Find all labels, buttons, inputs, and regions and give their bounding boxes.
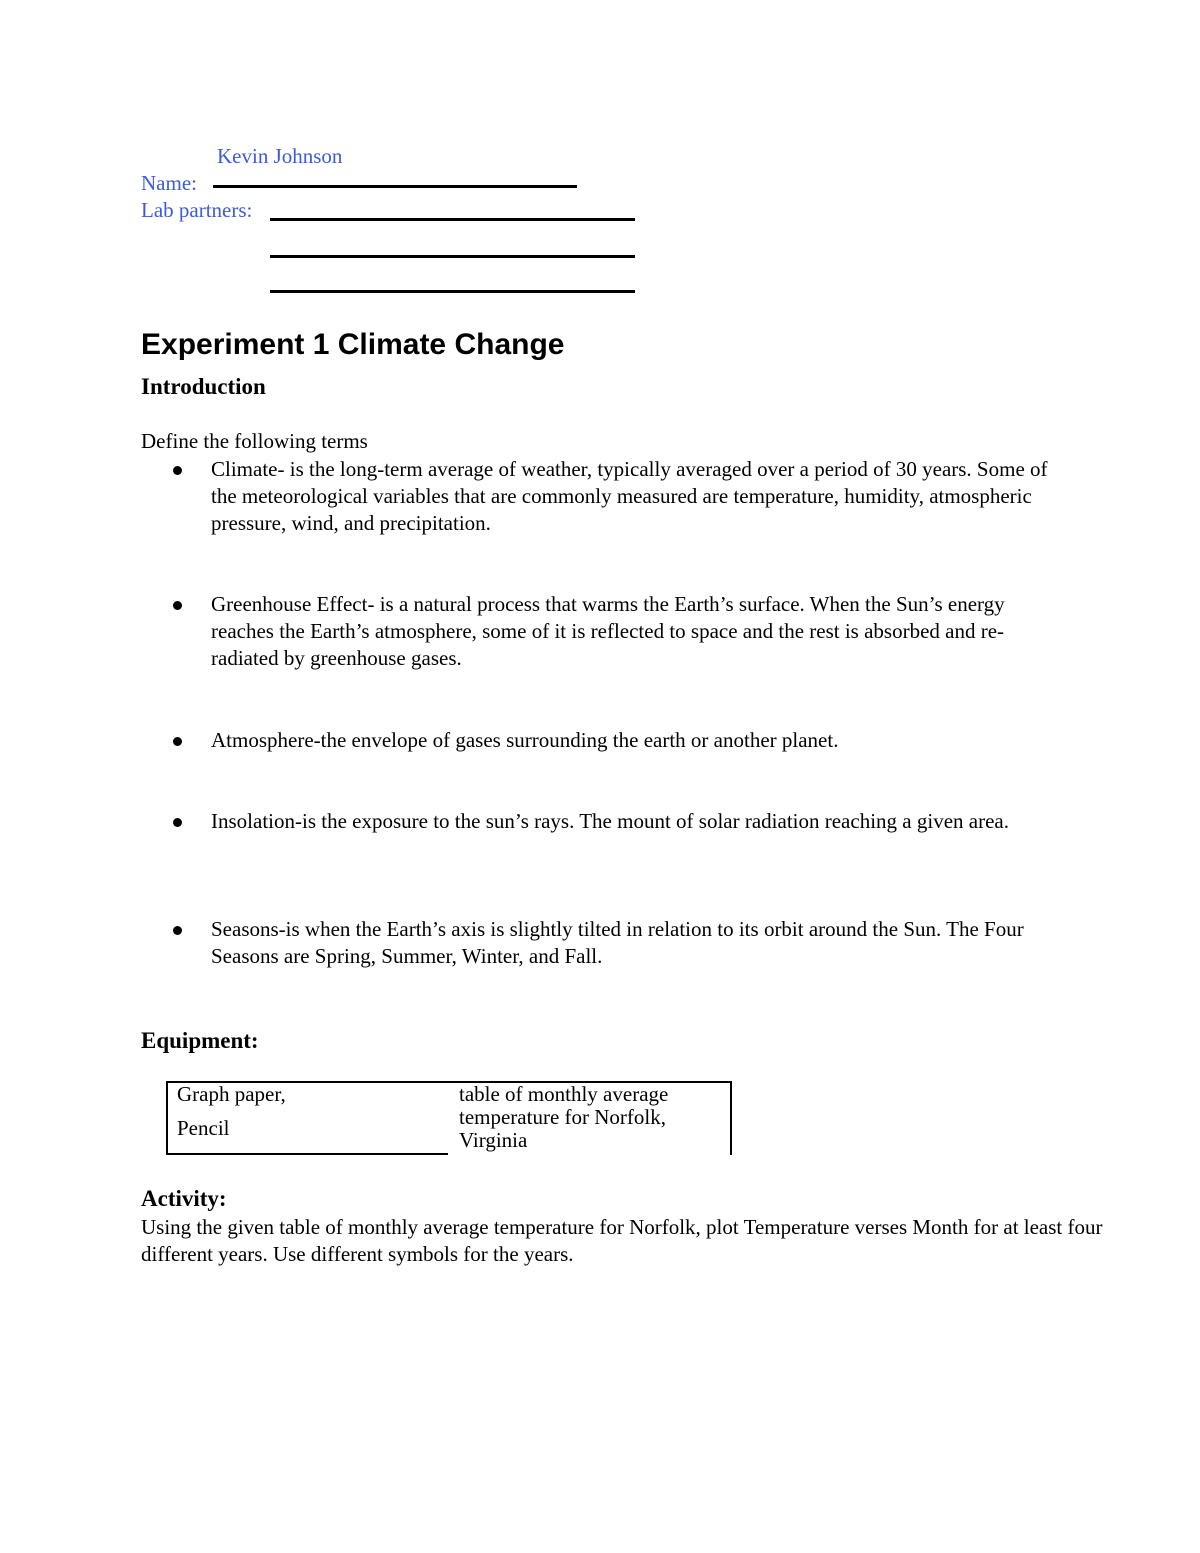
activity-heading: Activity:	[141, 1186, 227, 1211]
name-field-line[interactable]	[213, 185, 577, 188]
name-label: Name:	[141, 171, 197, 195]
term-greenhouse-effect	[211, 591, 1061, 672]
bullet-icon	[173, 926, 182, 935]
lab-partner-line-1[interactable]	[270, 218, 635, 221]
activity-text: Using the given table of monthly average temperature for Norfolk, plot Temperature verses Month for at least four different years. Use different symbols for the years.	[141, 1215, 1103, 1266]
lab-partners-label: Lab partners:	[141, 198, 253, 222]
lab-partner-line-3[interactable]	[270, 290, 635, 293]
equipment-heading: Equipment:	[141, 1028, 259, 1053]
page-title: Experiment 1 Climate Change	[141, 328, 565, 361]
term-insolation	[211, 808, 1021, 835]
term-text: Seasons-is when the Earth’s axis is slightly tilted in relation to its orbit around the Sun. The Four Seasons are Spring, Summer, Winter, and Fall.	[211, 917, 1024, 968]
table-bottom-border	[166, 1153, 448, 1155]
bullet-icon	[173, 601, 182, 610]
bullet-icon	[173, 737, 182, 746]
equipment-item-temperature-table: table of monthly average temperature for Norfolk, Virginia	[459, 1082, 669, 1152]
equipment-table	[166, 1081, 732, 1155]
term-text: Climate- is the long-term average of weather, typically averaged over a period of 30 years. Some of the meteorological variables that are commonly measured are temperature, humidity, atmospheric pressure, wind, and precipitation.	[211, 457, 1048, 535]
term-seasons	[211, 916, 1041, 970]
bullet-icon	[173, 818, 182, 827]
term-text: Atmosphere-the envelope of gases surrounding the earth or another planet.	[211, 728, 839, 752]
term-text: Insolation-is the exposure to the sun’s rays. The mount of solar radiation reaching a given area.	[211, 809, 1009, 833]
table-left-border	[166, 1081, 168, 1155]
table-right-border	[730, 1081, 732, 1155]
term-climate	[211, 456, 1071, 537]
equipment-item-graph-paper: Graph paper,	[177, 1082, 286, 1106]
bullet-icon	[173, 466, 182, 475]
term-text: Greenhouse Effect- is a natural process that warms the Earth’s surface. When the Sun’s energy reaches the Earth’s atmosphere, some of it is reflected to space and the rest is absorbed and re-radiated by greenhouse gases.	[211, 592, 1005, 670]
equipment-item-pencil: Pencil	[177, 1116, 230, 1140]
lab-partner-line-2[interactable]	[270, 255, 635, 258]
introduction-heading: Introduction	[141, 374, 266, 399]
term-atmosphere	[211, 727, 1071, 754]
student-name: Kevin Johnson	[217, 144, 343, 168]
define-prompt: Define the following terms	[141, 429, 368, 453]
